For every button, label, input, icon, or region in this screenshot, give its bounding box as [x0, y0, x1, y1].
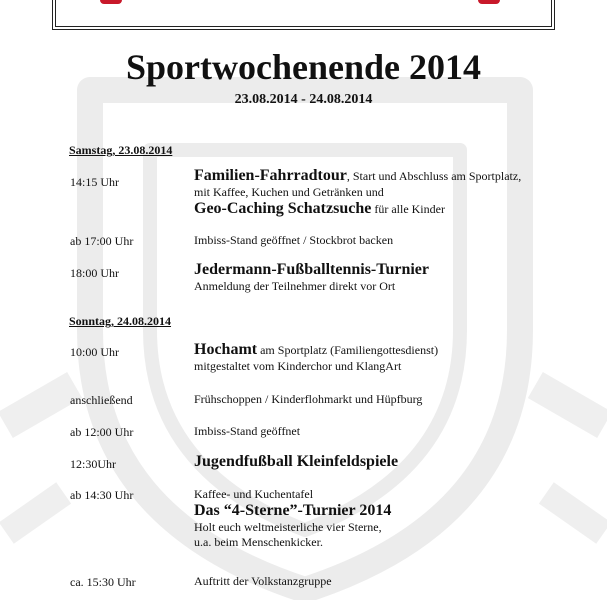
event-time: ab 14:30 Uhr: [70, 488, 134, 502]
day-heading-saturday: Samstag, 23.08.2014: [69, 143, 173, 157]
body-text: mitgestaltet vom Kinderchor und KlangArt: [194, 359, 402, 373]
body-text: Frühschoppen / Kinderflohmarkt und Hüpfburg: [194, 392, 423, 406]
highlight-text: Jugendfußball Kleinfeldspiele: [194, 453, 399, 470]
body-text: Holt euch weltmeisterliche vier Sterne,: [194, 520, 382, 534]
event-time: ab 17:00 Uhr: [70, 234, 134, 248]
event-dates: 23.08.2014 - 24.08.2014: [234, 92, 373, 107]
event-description: [194, 233, 393, 248]
event-description: [194, 574, 332, 589]
event-description: [194, 167, 521, 218]
description-line: [194, 167, 521, 185]
highlight-text: Geo-Caching Schatzsuche: [194, 200, 372, 217]
body-text: am Sportplatz (Familiengottesdienst): [257, 343, 439, 357]
body-text: Auftritt der Volkstanzgruppe: [194, 574, 332, 588]
event-description: [194, 424, 300, 439]
event-time: ca. 15:30 Uhr: [70, 575, 136, 589]
event-time: 10:00 Uhr: [70, 345, 119, 359]
event-time: 12:30Uhr: [70, 457, 116, 471]
event-time: 18:00 Uhr: [70, 266, 119, 280]
event-description: [194, 392, 422, 407]
event-time: ab 12:00 Uhr: [70, 425, 134, 439]
day-heading-sunday: Sonntag, 24.08.2014: [69, 314, 172, 328]
event-time: 14:15 Uhr: [70, 175, 119, 189]
event-description: [194, 487, 391, 550]
body-text: Imbiss-Stand geöffnet: [194, 424, 301, 438]
body-text: für alle Kinder: [371, 202, 445, 216]
body-text: Imbiss-Stand geöffnet / Stockbrot backen: [194, 233, 394, 247]
page-title: Sportwochenende 2014: [125, 47, 481, 87]
event-description: [194, 261, 429, 294]
event-time: anschließend: [70, 393, 133, 407]
highlight-text: Hochamt: [194, 341, 258, 358]
highlight-text: Familien-Fahrradtour: [194, 167, 347, 184]
body-text: u.a. beim Menschenkicker.: [194, 535, 323, 549]
highlight-text: Jedermann-Fußballtennis-Turnier: [194, 261, 429, 278]
body-text: , Start und Abschluss am Sportplatz,: [346, 169, 522, 183]
event-description: [194, 341, 438, 374]
description-line: [194, 341, 438, 359]
body-text: mit Kaffee, Kuchen und Getränken und: [194, 185, 384, 199]
event-description: [194, 453, 398, 471]
body-text: Anmeldung der Teilnehmer direkt vor Ort: [194, 279, 396, 293]
highlight-text: Das “4-Sterne”-Turnier 2014: [194, 502, 392, 519]
body-text: Kaffee- und Kuchentafel: [194, 487, 314, 501]
description-line: [194, 200, 521, 218]
description-line: [194, 185, 521, 200]
